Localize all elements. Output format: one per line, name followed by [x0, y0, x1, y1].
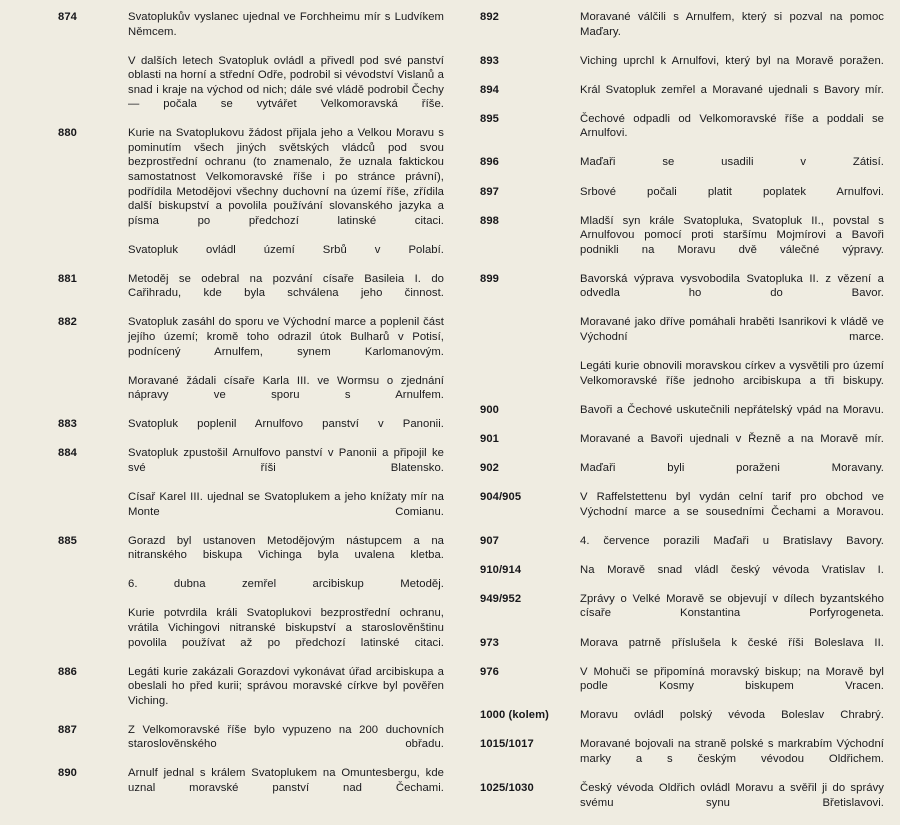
entry-text	[580, 636, 884, 665]
entry-text	[580, 155, 884, 184]
chronology-entry	[480, 272, 884, 316]
entry-text-paragraph: Kurie potvrdila králi Svatoplukovi bezprostřední ochranu, vrátila Vichingovi nitranské biskupství a staroslověnštinu povolila používat až po předchozí latinské citaci.	[128, 607, 444, 649]
entry-year: 1000 (kolem)	[480, 709, 549, 722]
chronology-entry	[480, 359, 884, 403]
entry-text-paragraph: Český vévoda Oldřich ovládl Moravu a svěřil ji do správy svému synu Břetislavovi.	[580, 781, 884, 809]
entry-text-paragraph: Moravané a Bavoři ujednali v Řezně a na Moravě mír.	[580, 432, 884, 445]
chronology-entry	[480, 432, 884, 461]
entry-text	[128, 577, 444, 606]
chronology-entry	[58, 534, 444, 578]
entry-year: 887	[58, 723, 77, 736]
entry-text-paragraph: V dalších letech Svatopluk ovládl a přivedl pod své panství oblasti na horní a střední Odře, podrobil si vévodství Vislanů a snad i kraje na východ od nich; dále své vládě podrobil Čechy — počala se vytvářet Velkomoravská říše.	[128, 54, 444, 111]
entry-year: 881	[58, 272, 77, 285]
entry-year: 904/905	[480, 491, 522, 504]
entry-text-paragraph: Moravané jako dříve pomáhali hraběti Isanrikovi k vládě ve Východní marce.	[580, 316, 884, 344]
chronology-entry	[480, 155, 884, 184]
chronology-entry	[58, 417, 444, 446]
chronology-entry	[58, 665, 444, 723]
entry-text	[580, 272, 884, 316]
chronology-entry	[480, 490, 884, 534]
chronology-entry	[480, 214, 884, 272]
entry-year: 899	[480, 272, 499, 285]
entry-text	[128, 126, 444, 242]
chronology-entry	[480, 403, 884, 432]
entry-text	[580, 490, 884, 534]
entry-text-paragraph: Legáti kurie obnovili moravskou církev a vysvětili pro území Velkomoravské říše jednoho arcibiskupa a tři biskupy.	[580, 360, 884, 387]
entry-text-paragraph: Svatoplukův vyslanec ujednal ve Forchheimu mír s Ludvíkem Němcem.	[128, 11, 444, 38]
entry-year: 874	[58, 11, 77, 23]
entry-text-paragraph: Bavorská výprava vysvobodila Svatopluka II. z vězení a odvedla ho do Bavor.	[580, 272, 884, 300]
entry-text	[128, 315, 444, 373]
chronology-entry	[480, 112, 884, 156]
entry-text	[580, 315, 884, 359]
entry-text	[580, 185, 884, 214]
entry-year: 898	[480, 214, 499, 227]
entry-text-paragraph: Moravané žádali císaře Karla III. ve Wormsu o zjednání nápravy ve sporu s Arnulfem.	[128, 374, 444, 402]
entry-text-paragraph: Zprávy o Velké Moravě se objevují v dílech byzantského císaře Konstantina Porfyrogeneta.	[580, 592, 884, 620]
chronology-entry	[480, 461, 884, 490]
entry-text-paragraph: Císař Karel III. ujednal se Svatoplukem a jeho knížaty mír na Monte Comianu.	[128, 491, 444, 518]
entry-year: 892	[480, 11, 499, 23]
entry-year: 896	[480, 156, 499, 169]
chronology-entry	[480, 563, 884, 592]
chronology-column-right	[450, 10, 892, 825]
entry-text-paragraph: 4. července porazili Maďaři u Bratislavy Bavory.	[580, 534, 884, 547]
chronology-entry	[58, 243, 444, 272]
entry-text-paragraph: Svatopluk zasáhl do sporu ve Východní marce a poplenil část jejího území; kromě toho odrazil útok Bulharů v Potisí, podnícený Arnulfem, synem Karlomanovým.	[128, 316, 444, 358]
chronology-entry	[480, 10, 884, 54]
entry-year: 882	[58, 316, 77, 329]
entry-text	[128, 446, 444, 490]
entry-text-paragraph: V Mohuči se připomíná moravský biskup; na Moravě byl podle Kosmy biskupem Vracen.	[580, 665, 884, 693]
entry-year: 897	[480, 185, 499, 198]
entry-text	[580, 592, 884, 636]
chronology-entry	[58, 10, 444, 54]
entry-text-paragraph: Srbové počali platit poplatek Arnulfovi.	[580, 185, 884, 198]
chronology-entry	[58, 374, 444, 418]
entry-text	[128, 272, 444, 316]
entry-year: 902	[480, 461, 499, 474]
entry-year: 1015/1017	[480, 738, 534, 751]
entry-text	[128, 10, 444, 54]
entry-text	[128, 534, 444, 578]
entry-year: 880	[58, 127, 77, 140]
entry-year: 973	[480, 636, 499, 649]
entry-text-paragraph: Svatopluk zpustošil Arnulfovo panství v Panonii a připojil ke své říši Blatensko.	[128, 447, 444, 474]
chronology-entry	[58, 446, 444, 490]
chronology-entry	[58, 126, 444, 242]
entry-text	[128, 417, 444, 446]
entry-text-paragraph: Na Moravě snad vládl český vévoda Vratislav I.	[580, 563, 884, 576]
entry-text-paragraph: Gorazd byl ustanoven Metodějovým nástupcem a na nitranského biskupa Vichinga byla uvalena kletba.	[128, 534, 444, 562]
entry-text	[580, 563, 884, 592]
entry-text-paragraph: Arnulf jednal s králem Svatoplukem na Omuntesbergu, kde uznal moravské panství nad Čechami.	[128, 767, 444, 794]
entry-text-paragraph: 6. dubna zemřel arcibiskup Metoděj.	[128, 578, 444, 591]
chronology-entry	[480, 708, 884, 737]
entry-text	[128, 243, 444, 272]
entry-text-paragraph: Svatopluk poplenil Arnulfovo panství v Panonii.	[128, 418, 444, 431]
entry-text	[128, 766, 444, 810]
entry-text-paragraph: Mladší syn krále Svatopluka, Svatopluk II., povstal s Arnulfovou pomocí proti staršímu Mojmírovi a Bavoři podnikli na Moravu dvě válečné výpravy.	[580, 214, 884, 256]
entry-text-paragraph: Morava patrně příslušela k české říši Boleslava II.	[580, 636, 884, 649]
chronology-entry	[480, 534, 884, 563]
entry-text-paragraph: Metoděj se odebral na pozvání císaře Basileia I. do Cařihradu, kde byla schválena jeho činnost.	[128, 272, 444, 300]
entry-text-paragraph: Kurie na Svatoplukovu žádost přijala jeho a Velkou Moravu s pominutím všech jiných světských vládců pod svou bezprostřední ochranu (to znamenalo, že uznala faktickou samostatnost Velkomoravské říše i po stránce právní), podřídila Metodějovi všechny duchovní na území říše, zřídila další biskupství a povolila používání slovanského jazyka a písma po předchozí latinské citaci.	[128, 127, 444, 227]
entry-text	[128, 490, 444, 534]
entry-text	[580, 403, 884, 432]
entry-text	[580, 83, 884, 112]
entry-year: 893	[480, 54, 499, 67]
chronology-entry	[480, 737, 884, 781]
chronology-entry	[480, 781, 884, 825]
chronology-entry	[480, 592, 884, 636]
chronology-entry	[58, 606, 444, 664]
entry-text-paragraph: Bavoři a Čechové uskutečnili nepřátelský vpád na Moravu.	[580, 403, 884, 416]
entry-text	[128, 723, 444, 767]
entry-text-paragraph: Legáti kurie zakázali Gorazdovi vykonávat úřad arcibiskupa a obeslali ho před kurii; správou moravské církve byl pověřen Viching.	[128, 665, 444, 707]
entry-year: 976	[480, 665, 499, 678]
chronology-column-left	[8, 10, 450, 810]
chronology-entry	[58, 272, 444, 316]
chronology-entry	[58, 577, 444, 606]
entry-text	[128, 606, 444, 664]
entry-text	[128, 374, 444, 418]
entry-text-paragraph: Čechové odpadli od Velkomoravské říše a poddali se Arnulfovi.	[580, 112, 884, 140]
entry-text-paragraph: Maďaři se usadili v Zátisí.	[580, 156, 884, 169]
entry-text-paragraph: Moravané válčili s Arnulfem, který si pozval na pomoc Maďary.	[580, 11, 884, 38]
chronology-entry	[480, 54, 884, 83]
entry-year: 883	[58, 418, 77, 431]
entry-year: 890	[58, 767, 77, 780]
entry-text-paragraph: Z Velkomoravské říše bylo vypuzeno na 200 duchovních staroslověnského obřadu.	[128, 723, 444, 751]
entry-text-paragraph: Král Svatopluk zemřel a Moravané ujednali s Bavory mír.	[580, 83, 884, 96]
chronology-entry	[480, 83, 884, 112]
entry-text	[580, 708, 884, 737]
entry-year: 885	[58, 534, 77, 547]
entry-text-paragraph: Svatopluk ovládl území Srbů v Polabí.	[128, 243, 444, 256]
entry-text	[580, 54, 884, 83]
chronology-entry	[58, 723, 444, 767]
entry-text-paragraph: Viching uprchl k Arnulfovi, který byl na Moravě poražen.	[580, 54, 884, 67]
entry-year: 1025/1030	[480, 781, 534, 794]
entry-text-paragraph: V Raffelstettenu byl vydán celní tarif pro obchod ve Východní marce a se sousedními Čechami a Moravou.	[580, 491, 884, 518]
entry-year: 900	[480, 403, 499, 416]
chronology-entry	[480, 636, 884, 665]
entry-year: 907	[480, 534, 499, 547]
entry-year: 901	[480, 432, 499, 445]
entry-text	[580, 112, 884, 156]
entry-text	[128, 665, 444, 723]
entry-year: 886	[58, 665, 77, 678]
chronology-entry	[480, 315, 884, 359]
entry-text	[580, 432, 884, 461]
entry-year: 949/952	[480, 592, 522, 605]
entry-text	[580, 10, 884, 54]
entry-text-paragraph: Moravané bojovali na straně polské s markrabím Východní marky a s českým vévodou Oldřichem.	[580, 738, 884, 765]
chronology-entry	[58, 315, 444, 373]
entry-year: 895	[480, 112, 499, 125]
entry-year: 910/914	[480, 563, 522, 576]
entry-text	[128, 54, 444, 127]
entry-text	[580, 781, 884, 825]
entry-text-paragraph: Moravu ovládl polský vévoda Boleslav Chrabrý.	[580, 709, 884, 722]
entry-text	[580, 214, 884, 272]
entry-text	[580, 665, 884, 709]
entry-text	[580, 534, 884, 563]
entry-text	[580, 461, 884, 490]
chronology-entry	[58, 766, 444, 810]
chronology-entry	[480, 665, 884, 709]
chronology-entry	[480, 185, 884, 214]
chronology-entry	[58, 54, 444, 127]
entry-text-paragraph: Maďaři byli poraženi Moravany.	[580, 461, 884, 474]
entry-year: 894	[480, 83, 499, 96]
entry-text	[580, 737, 884, 781]
entry-text	[580, 359, 884, 403]
entry-year: 884	[58, 447, 77, 460]
chronology-entry	[58, 490, 444, 534]
